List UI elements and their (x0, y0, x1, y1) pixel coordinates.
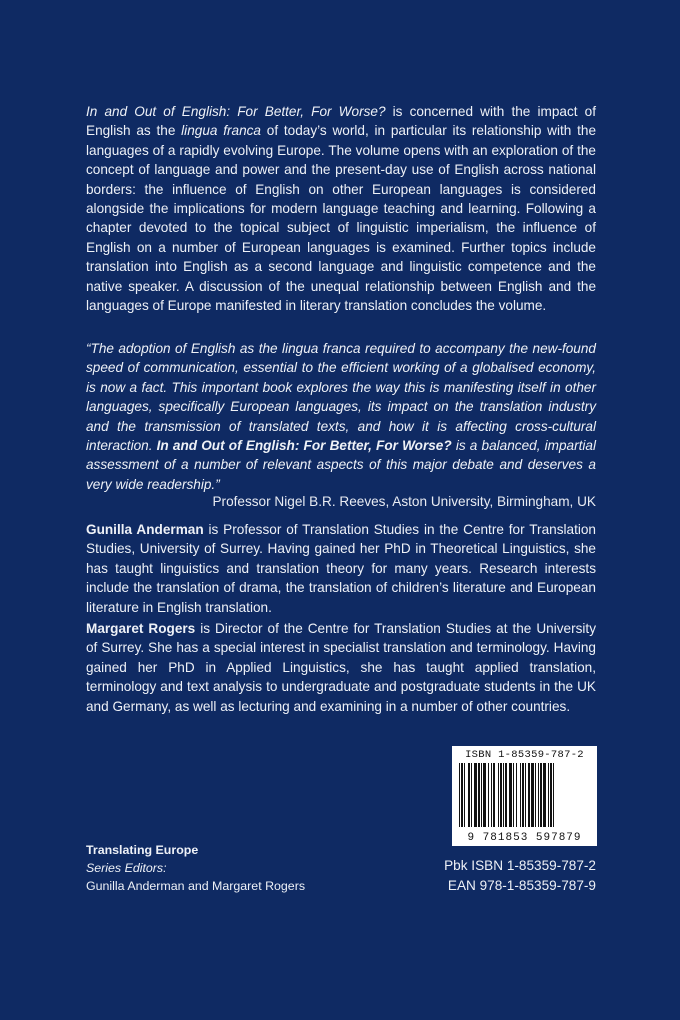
author-bio (86, 520, 596, 617)
barcode-bar (516, 763, 517, 827)
barcode-bar (509, 763, 512, 827)
barcode-bar (522, 763, 524, 827)
barcode-bar (481, 763, 482, 827)
quote-book-title: In and Out of English: For Better, For Worse? (156, 438, 452, 454)
book-title-italic: In and Out of English: For Better, For Worse? (86, 104, 386, 119)
barcode-bar (503, 763, 504, 827)
author-bio-text: is Director of the Centre for Translation Studies at the University of Surrey. She has a special interest in specialist translation and terminology. Having gained her PhD in Applied Linguistics, she has taught applied translation, terminology and text analysis to undergraduate and postgraduate students in the UK and Germany, as well as lecturing and examining in a number of other countries. (86, 621, 596, 714)
barcode-bars (459, 763, 590, 827)
barcode-bar (540, 763, 542, 827)
barcode-bar (553, 763, 554, 827)
pbk-isbn: Pbk ISBN 1-85359-787-2 (444, 858, 596, 873)
lingua-franca-italic: lingua franca (181, 123, 261, 139)
barcode-bar (543, 763, 546, 827)
book-description (86, 102, 596, 315)
barcode-bar (474, 763, 477, 827)
barcode-bar (459, 763, 460, 827)
barcode-bar (528, 763, 530, 827)
barcode-bar (498, 763, 499, 827)
barcode-bar (483, 763, 486, 827)
barcode (452, 746, 597, 846)
author-name: Gunilla Anderman (86, 522, 204, 537)
barcode-bar (531, 763, 534, 827)
barcode-bar (525, 763, 526, 827)
ean: EAN 978-1-85359-787-9 (447, 877, 596, 893)
barcode-isbn-label: ISBN 1-85359-787-2 (465, 749, 584, 761)
author-bio-text: is Professor of Translation Studies in the Centre for Translation Studies, University of Surrey. Having gained her PhD in Theoretical Linguistics, she has taught linguistics and translation theory for many years. Research interests include the translation of drama, the translation of children’s literature and European literature in English translation. (86, 522, 596, 615)
barcode-bar (535, 763, 536, 827)
barcode-bar (478, 763, 480, 827)
barcode-bar (538, 763, 539, 827)
barcode-bar (488, 763, 489, 827)
description-part1: is concerned with the impact of English as the (86, 104, 596, 139)
author-name: Margaret Rogers (86, 621, 196, 636)
barcode-bar (468, 763, 470, 827)
barcode-bar (491, 763, 492, 827)
review-quote (86, 339, 596, 494)
description-part2: of today’s world, in particular its relationship with the languages of a rapidly evolving Europe. The volume opens with an exploration of the concept of language and power and the present-day use of English across national borders: the influence of English on other European languages is considered alongside the implications for modern language teaching and learning. Following a chapter devoted to the topical subject of linguistic imperialism, the influence of English on a number of European languages is examined. Further topics include translation into English as a second language and linguistic competence and the native speaker. A discussion of the unequal relationship between English and the languages of Europe manifested in literary translation concludes the volume. (86, 123, 597, 314)
quote-part1: “The adoption of English as the lingua franca required to accompany the new-found speed of communication, essential to the efficient working of a globalised economy, is now a fact. This important book explores the way this is manifesting itself in other languages, specifically European languages, its impact on the translation industry and the transmission of translated texts, and how it is affecting cross-cultural interaction. (86, 341, 596, 454)
barcode-bar (471, 763, 472, 827)
barcode-bar (461, 763, 463, 827)
barcode-bar (500, 763, 502, 827)
barcode-bar (493, 763, 495, 827)
barcode-bar (513, 763, 514, 827)
barcode-bar (548, 763, 549, 827)
barcode-bar (505, 763, 507, 827)
isbn-info (444, 856, 596, 895)
author-bio (86, 619, 596, 716)
quote-part2: is a balanced, impartial assessment of a number of relevant aspects of this major debate and deserves a very wide readership.” (86, 438, 596, 492)
series-info (86, 841, 305, 895)
barcode-bar (550, 763, 552, 827)
series-editors-label: Series Editors: (86, 861, 167, 875)
barcode-digits: 9 781853 597879 (467, 832, 582, 844)
series-title: Translating Europe (86, 843, 199, 857)
quote-attribution: Professor Nigel B.R. Reeves, Aston University, Birmingham, UK (212, 494, 596, 509)
barcode-bar (464, 763, 465, 827)
barcode-bar (520, 763, 521, 827)
series-editors: Gunilla Anderman and Margaret Rogers (86, 879, 306, 893)
